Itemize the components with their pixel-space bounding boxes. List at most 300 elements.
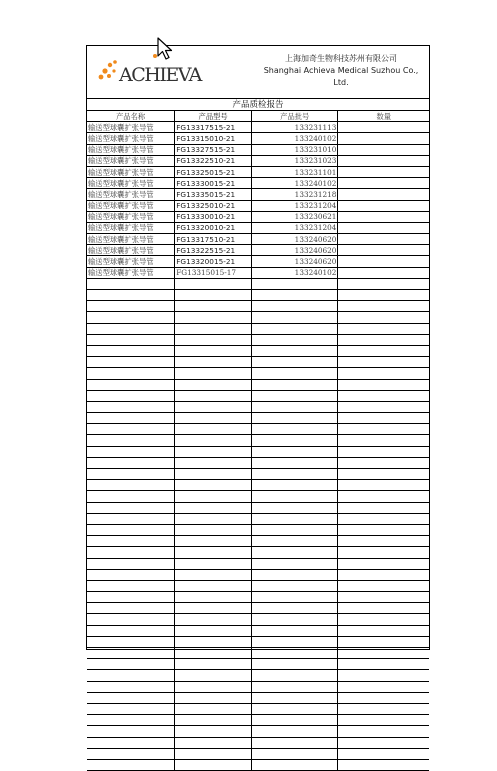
empty-table-row xyxy=(87,278,429,289)
empty-cell xyxy=(252,413,338,424)
empty-cell xyxy=(175,536,252,547)
empty-table-row xyxy=(87,580,429,591)
empty-cell xyxy=(338,334,429,345)
empty-cell xyxy=(338,290,429,301)
empty-table-row xyxy=(87,670,429,681)
empty-table-row xyxy=(87,648,429,659)
table-row xyxy=(87,256,429,267)
empty-cell xyxy=(252,357,338,368)
svg-text:ACHIEVA: ACHIEVA xyxy=(119,64,201,86)
empty-table-row xyxy=(87,379,429,390)
report-title: 产品质检报告 xyxy=(87,98,429,111)
empty-cell xyxy=(87,390,175,401)
empty-cell xyxy=(252,614,338,625)
empty-cell xyxy=(252,390,338,401)
empty-cell xyxy=(175,457,252,468)
empty-cell xyxy=(252,715,338,726)
empty-cell xyxy=(87,435,175,446)
table-row xyxy=(87,178,429,189)
empty-cell xyxy=(87,659,175,670)
empty-table-row xyxy=(87,703,429,714)
empty-cell xyxy=(338,413,429,424)
empty-cell xyxy=(175,513,252,524)
empty-table-row xyxy=(87,569,429,580)
empty-table-row xyxy=(87,524,429,535)
quantity-cell xyxy=(338,133,429,144)
empty-cell xyxy=(252,547,338,558)
batch-number-cell: 133230621 xyxy=(252,211,338,222)
empty-cell xyxy=(252,703,338,714)
empty-cell xyxy=(252,513,338,524)
empty-cell xyxy=(87,536,175,547)
product-table xyxy=(87,111,429,771)
quantity-cell xyxy=(338,234,429,245)
empty-cell xyxy=(338,569,429,580)
empty-cell xyxy=(175,502,252,513)
empty-cell xyxy=(175,357,252,368)
empty-table-row xyxy=(87,301,429,312)
empty-table-row xyxy=(87,558,429,569)
product-name-cell: 输送型球囊扩张导管 xyxy=(87,178,175,189)
product-model-cell: FG13325010-21 xyxy=(175,200,252,211)
empty-cell xyxy=(252,648,338,659)
header-product-model: 产品型号 xyxy=(175,111,252,122)
empty-cell xyxy=(175,681,252,692)
empty-cell xyxy=(252,603,338,614)
empty-cell xyxy=(338,614,429,625)
empty-cell xyxy=(338,580,429,591)
empty-cell xyxy=(175,715,252,726)
empty-cell xyxy=(252,759,338,770)
batch-number-cell: 133240620 xyxy=(252,245,338,256)
empty-table-row xyxy=(87,603,429,614)
empty-cell xyxy=(87,446,175,457)
empty-cell xyxy=(175,625,252,636)
table-row xyxy=(87,234,429,245)
table-row xyxy=(87,267,429,278)
empty-cell xyxy=(87,636,175,647)
empty-cell xyxy=(338,469,429,480)
header-quantity: 数量 xyxy=(338,111,429,122)
batch-number-cell: 133231218 xyxy=(252,189,338,200)
empty-table-row xyxy=(87,345,429,356)
empty-table-row xyxy=(87,759,429,770)
product-model-cell: FG13315015-17 xyxy=(175,267,252,278)
empty-cell xyxy=(252,401,338,412)
empty-cell xyxy=(252,345,338,356)
empty-table-row xyxy=(87,290,429,301)
empty-table-row xyxy=(87,614,429,625)
empty-cell xyxy=(87,502,175,513)
product-model-cell: FG13317510-21 xyxy=(175,234,252,245)
empty-cell xyxy=(338,726,429,737)
product-name-cell: 输送型球囊扩张导管 xyxy=(87,222,175,233)
empty-table-row xyxy=(87,592,429,603)
product-model-cell: FG13317515-21 xyxy=(175,122,252,133)
empty-cell xyxy=(87,480,175,491)
empty-table-row xyxy=(87,312,429,323)
empty-cell xyxy=(252,659,338,670)
empty-cell xyxy=(252,480,338,491)
empty-cell xyxy=(252,748,338,759)
product-model-cell: FG13327515-21 xyxy=(175,144,252,155)
empty-cell xyxy=(87,558,175,569)
empty-cell xyxy=(252,670,338,681)
empty-cell xyxy=(252,681,338,692)
empty-cell xyxy=(252,625,338,636)
empty-cell xyxy=(338,379,429,390)
batch-number-cell: 133231101 xyxy=(252,166,338,177)
empty-cell xyxy=(175,748,252,759)
empty-cell xyxy=(87,625,175,636)
empty-cell xyxy=(252,558,338,569)
product-name-cell: 输送型球囊扩张导管 xyxy=(87,245,175,256)
empty-cell xyxy=(338,446,429,457)
empty-cell xyxy=(87,681,175,692)
quantity-cell xyxy=(338,200,429,211)
empty-cell xyxy=(87,323,175,334)
empty-cell xyxy=(252,379,338,390)
empty-cell xyxy=(175,692,252,703)
empty-table-row xyxy=(87,502,429,513)
empty-cell xyxy=(175,435,252,446)
empty-table-row xyxy=(87,390,429,401)
empty-cell xyxy=(252,580,338,591)
empty-cell xyxy=(338,401,429,412)
empty-table-row xyxy=(87,480,429,491)
empty-cell xyxy=(252,502,338,513)
table-row xyxy=(87,144,429,155)
product-model-cell: FG13330015-21 xyxy=(175,178,252,189)
empty-cell xyxy=(252,323,338,334)
empty-cell xyxy=(252,524,338,535)
empty-cell xyxy=(338,435,429,446)
mouse-cursor-icon xyxy=(157,37,175,65)
empty-cell xyxy=(175,648,252,659)
product-model-cell: FG13322515-21 xyxy=(175,245,252,256)
empty-cell xyxy=(87,491,175,502)
quantity-cell xyxy=(338,267,429,278)
product-name-cell: 输送型球囊扩张导管 xyxy=(87,144,175,155)
empty-cell xyxy=(338,692,429,703)
empty-cell xyxy=(338,592,429,603)
empty-table-row xyxy=(87,401,429,412)
empty-cell xyxy=(87,648,175,659)
batch-number-cell: 133231204 xyxy=(252,222,338,233)
empty-cell xyxy=(175,446,252,457)
empty-table-row xyxy=(87,513,429,524)
product-name-cell: 输送型球囊扩张导管 xyxy=(87,133,175,144)
empty-table-row xyxy=(87,715,429,726)
empty-cell xyxy=(87,290,175,301)
empty-table-row xyxy=(87,457,429,468)
empty-cell xyxy=(252,290,338,301)
empty-cell xyxy=(338,681,429,692)
empty-cell xyxy=(338,659,429,670)
empty-table-row xyxy=(87,659,429,670)
empty-cell xyxy=(252,301,338,312)
empty-cell xyxy=(175,301,252,312)
empty-cell xyxy=(87,357,175,368)
product-model-cell: FG13330010-21 xyxy=(175,211,252,222)
batch-number-cell: 133240102 xyxy=(252,267,338,278)
table-row xyxy=(87,222,429,233)
empty-cell xyxy=(87,334,175,345)
empty-cell xyxy=(252,692,338,703)
empty-cell xyxy=(175,424,252,435)
empty-cell xyxy=(87,748,175,759)
empty-cell xyxy=(175,368,252,379)
product-name-cell: 输送型球囊扩张导管 xyxy=(87,211,175,222)
empty-cell xyxy=(87,715,175,726)
empty-cell xyxy=(175,547,252,558)
quantity-cell xyxy=(338,222,429,233)
quantity-cell xyxy=(338,144,429,155)
empty-cell xyxy=(175,703,252,714)
empty-table-row xyxy=(87,625,429,636)
empty-cell xyxy=(87,670,175,681)
empty-cell xyxy=(338,715,429,726)
header-batch-number: 产品批号 xyxy=(252,111,338,122)
batch-number-cell: 133231010 xyxy=(252,144,338,155)
quantity-cell xyxy=(338,122,429,133)
product-model-cell: FG13315010-21 xyxy=(175,133,252,144)
header-product-name: 产品名称 xyxy=(87,111,175,122)
empty-cell xyxy=(87,569,175,580)
empty-table-row xyxy=(87,435,429,446)
empty-cell xyxy=(175,379,252,390)
batch-number-cell: 133231113 xyxy=(252,122,338,133)
empty-cell xyxy=(252,569,338,580)
company-name-en-line1: Shanghai Achieva Medical Suzhou Co., xyxy=(263,66,419,75)
batch-number-cell: 133231023 xyxy=(252,155,338,166)
empty-cell xyxy=(87,524,175,535)
table-row xyxy=(87,189,429,200)
company-name xyxy=(247,53,435,89)
empty-cell xyxy=(87,726,175,737)
empty-cell xyxy=(338,625,429,636)
empty-cell xyxy=(87,580,175,591)
empty-cell xyxy=(338,491,429,502)
empty-cell xyxy=(87,547,175,558)
table-row xyxy=(87,211,429,222)
empty-cell xyxy=(338,278,429,289)
empty-cell xyxy=(338,390,429,401)
empty-cell xyxy=(338,457,429,468)
empty-cell xyxy=(252,435,338,446)
empty-table-row xyxy=(87,636,429,647)
empty-cell xyxy=(175,480,252,491)
empty-table-row xyxy=(87,323,429,334)
batch-number-cell: 133240620 xyxy=(252,256,338,267)
empty-cell xyxy=(175,670,252,681)
empty-cell xyxy=(175,603,252,614)
empty-cell xyxy=(252,726,338,737)
empty-cell xyxy=(252,636,338,647)
empty-cell xyxy=(338,480,429,491)
empty-cell xyxy=(87,703,175,714)
product-name-cell: 输送型球囊扩张导管 xyxy=(87,267,175,278)
empty-cell xyxy=(175,759,252,770)
table-row xyxy=(87,245,429,256)
report-sheet xyxy=(86,45,430,650)
table-row xyxy=(87,166,429,177)
quantity-cell xyxy=(338,211,429,222)
product-name-cell: 输送型球囊扩张导管 xyxy=(87,189,175,200)
batch-number-cell: 133240620 xyxy=(252,234,338,245)
empty-cell xyxy=(87,301,175,312)
empty-cell xyxy=(175,290,252,301)
empty-cell xyxy=(175,737,252,748)
empty-cell xyxy=(87,413,175,424)
empty-cell xyxy=(87,592,175,603)
empty-cell xyxy=(338,703,429,714)
empty-cell xyxy=(87,759,175,770)
empty-cell xyxy=(87,368,175,379)
empty-cell xyxy=(87,345,175,356)
empty-cell xyxy=(175,569,252,580)
empty-cell xyxy=(175,312,252,323)
quantity-cell xyxy=(338,178,429,189)
report-header xyxy=(87,46,429,98)
empty-cell xyxy=(252,312,338,323)
table-header-row xyxy=(87,111,429,122)
empty-table-row xyxy=(87,334,429,345)
empty-cell xyxy=(338,558,429,569)
empty-cell xyxy=(87,603,175,614)
product-model-cell: FG13320015-21 xyxy=(175,256,252,267)
batch-number-cell: 133231204 xyxy=(252,200,338,211)
quantity-cell xyxy=(338,189,429,200)
empty-cell xyxy=(175,278,252,289)
product-name-cell: 输送型球囊扩张导管 xyxy=(87,166,175,177)
empty-cell xyxy=(338,524,429,535)
table-row xyxy=(87,133,429,144)
empty-table-row xyxy=(87,692,429,703)
empty-cell xyxy=(338,323,429,334)
empty-table-row xyxy=(87,748,429,759)
table-row xyxy=(87,122,429,133)
empty-table-row xyxy=(87,357,429,368)
empty-cell xyxy=(87,312,175,323)
company-name-en-line2: Ltd. xyxy=(333,78,349,87)
empty-cell xyxy=(338,368,429,379)
empty-cell xyxy=(87,424,175,435)
quantity-cell xyxy=(338,155,429,166)
empty-cell xyxy=(338,748,429,759)
table-row xyxy=(87,200,429,211)
empty-table-row xyxy=(87,681,429,692)
empty-cell xyxy=(175,390,252,401)
empty-table-row xyxy=(87,726,429,737)
empty-cell xyxy=(338,312,429,323)
empty-cell xyxy=(175,580,252,591)
empty-cell xyxy=(175,726,252,737)
empty-cell xyxy=(338,737,429,748)
empty-table-row xyxy=(87,737,429,748)
empty-cell xyxy=(175,401,252,412)
empty-cell xyxy=(338,424,429,435)
empty-cell xyxy=(87,457,175,468)
empty-cell xyxy=(175,334,252,345)
empty-table-row xyxy=(87,469,429,480)
empty-table-row xyxy=(87,491,429,502)
empty-cell xyxy=(338,513,429,524)
empty-table-row xyxy=(87,547,429,558)
empty-cell xyxy=(252,592,338,603)
empty-cell xyxy=(338,636,429,647)
product-name-cell: 输送型球囊扩张导管 xyxy=(87,122,175,133)
product-model-cell: FG13335015-21 xyxy=(175,189,252,200)
product-name-cell: 输送型球囊扩张导管 xyxy=(87,155,175,166)
empty-cell xyxy=(252,457,338,468)
empty-cell xyxy=(338,547,429,558)
batch-number-cell: 133240102 xyxy=(252,178,338,189)
empty-cell xyxy=(175,558,252,569)
empty-cell xyxy=(252,536,338,547)
empty-cell xyxy=(338,648,429,659)
empty-cell xyxy=(252,737,338,748)
empty-cell xyxy=(175,413,252,424)
empty-cell xyxy=(87,401,175,412)
empty-cell xyxy=(338,301,429,312)
quantity-cell xyxy=(338,256,429,267)
empty-cell xyxy=(175,491,252,502)
empty-cell xyxy=(87,737,175,748)
company-name-cn: 上海加奇生物科技苏州有限公司 xyxy=(285,54,397,63)
empty-cell xyxy=(87,614,175,625)
quantity-cell xyxy=(338,245,429,256)
empty-cell xyxy=(338,603,429,614)
empty-cell xyxy=(175,345,252,356)
empty-cell xyxy=(252,469,338,480)
empty-cell xyxy=(252,334,338,345)
product-model-cell: FG13320010-21 xyxy=(175,222,252,233)
empty-cell xyxy=(87,692,175,703)
empty-table-row xyxy=(87,368,429,379)
empty-cell xyxy=(175,524,252,535)
empty-cell xyxy=(175,636,252,647)
product-name-cell: 输送型球囊扩张导管 xyxy=(87,234,175,245)
table-row xyxy=(87,155,429,166)
empty-cell xyxy=(87,469,175,480)
product-model-cell: FG13325015-21 xyxy=(175,166,252,177)
empty-cell xyxy=(338,759,429,770)
product-name-cell: 输送型球囊扩张导管 xyxy=(87,200,175,211)
empty-cell xyxy=(87,513,175,524)
empty-cell xyxy=(338,670,429,681)
product-model-cell: FG13322510-21 xyxy=(175,155,252,166)
product-name-cell: 输送型球囊扩张导管 xyxy=(87,256,175,267)
empty-cell xyxy=(338,357,429,368)
empty-cell xyxy=(338,345,429,356)
empty-cell xyxy=(175,469,252,480)
empty-cell xyxy=(252,424,338,435)
empty-cell xyxy=(175,659,252,670)
empty-cell xyxy=(87,379,175,390)
empty-cell xyxy=(252,278,338,289)
empty-cell xyxy=(252,491,338,502)
empty-cell xyxy=(252,446,338,457)
empty-table-row xyxy=(87,536,429,547)
batch-number-cell: 133240102 xyxy=(252,133,338,144)
empty-cell xyxy=(338,502,429,513)
empty-cell xyxy=(175,592,252,603)
empty-table-row xyxy=(87,424,429,435)
empty-cell xyxy=(175,614,252,625)
empty-cell xyxy=(252,368,338,379)
empty-cell xyxy=(175,323,252,334)
